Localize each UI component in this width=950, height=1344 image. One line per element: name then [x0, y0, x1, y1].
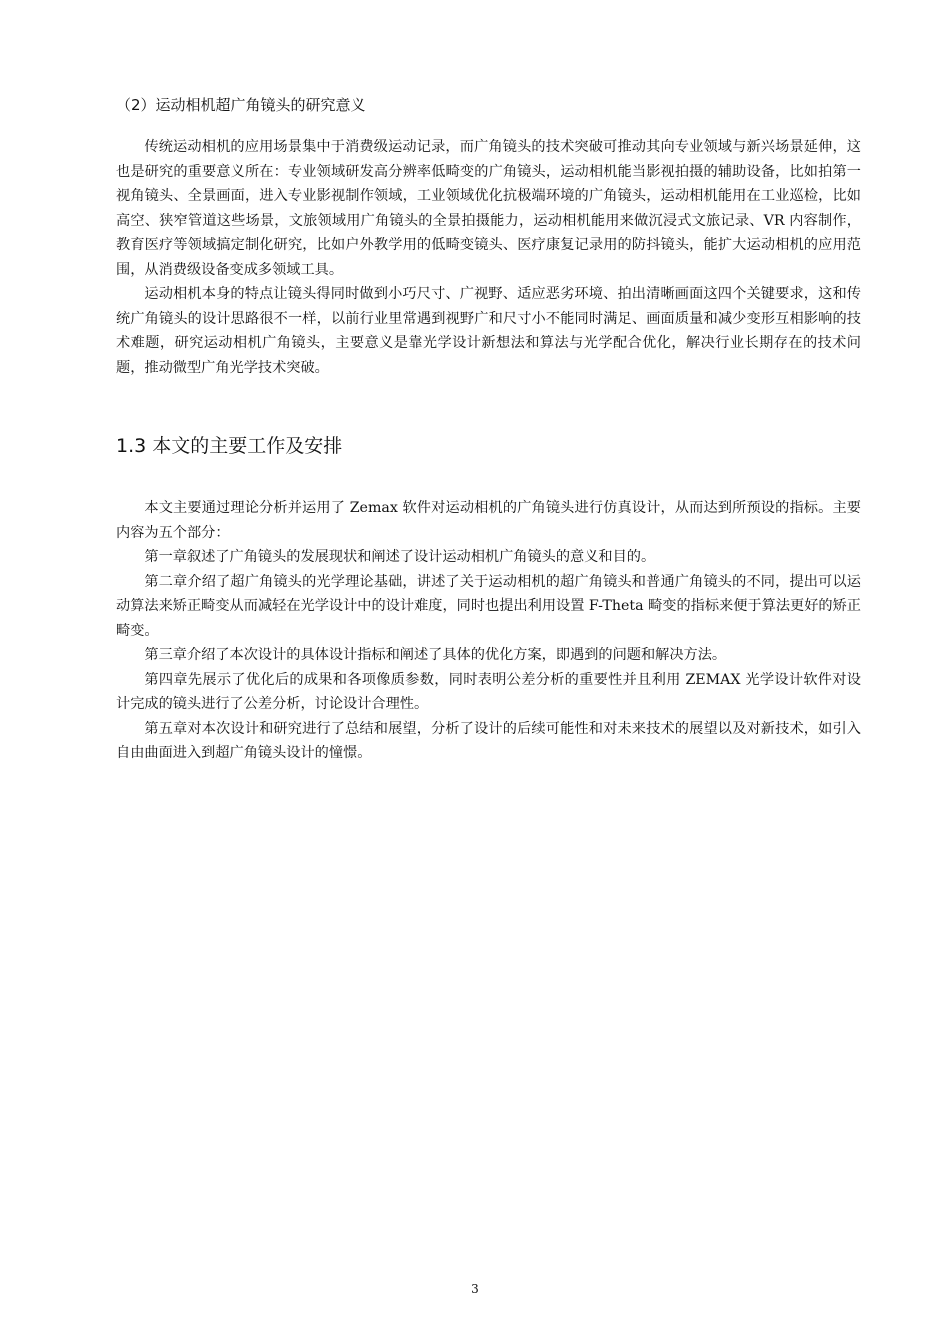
paragraph: 第五章对本次设计和研究进行了总结和展望，分析了设计的后续可能性和对未来技术的展望以及对新技术，如引入自由曲面进入到超广角镜头设计的憧憬。 — [116, 720, 861, 761]
paragraph: 第二章介绍了超广角镜头的光学理论基础，讲述了关于运动相机的超广角镜头和普通广角镜头的不同，提出可以运动算法来矫正畸变从而减轻在光学设计中的设计难度，同时也提出利用设置 F-Theta 畸变的指标来便于算法更好的矫正畸变。 — [116, 573, 861, 639]
paragraph: 第三章介绍了本次设计的具体设计指标和阐述了具体的优化方案，即遇到的问题和解决方法。 — [144, 647, 727, 663]
paragraph: 运动相机本身的特点让镜头得同时做到小巧尺寸、广视野、适应恶劣环境、拍出清晰画面这四个关键要求，这和传统广角镜头的设计思路很不一样，以前行业里常遇到视野广和尺寸小不能同时满足、画面质量和减少变形互相影响的技术难题，研究运动相机广角镜头，主要意义是靠光学设计新想法和算法与光学配合优化，解决行业长期存在的技术问题，推动微型广角光学技术突破。 — [116, 286, 861, 376]
page-number: 3 — [471, 1282, 479, 1296]
paragraph: 传统运动相机的应用场景集中于消费级运动记录，而广角镜头的技术突破可推动其向专业领域与新兴场景延伸，这也是研究的重要意义所在：专业领域研发高分辨率低畸变的广角镜头，运动相机能当影视拍摄的辅助设备，比如拍第一视角镜头、全景画面，进入专业影视制作领域，工业领域优化抗极端环境的广角镜头，运动相机能用在工业巡检，比如高空、狭窄管道这些场景，文旅领域用广角镜头的全景拍摄能力，运动相机能用来做沉浸式文旅记录、VR 内容制作，教育医疗等领域搞定制化研究，比如户外教学用的低畸变镜头、医疗康复记录用的防抖镜头，能扩大运动相机的应用范围，从消费级设备变成多领域工具。 — [116, 139, 861, 278]
subsection-body — [116, 135, 861, 380]
subsection-heading: （2）运动相机超广角镜头的研究意义 — [116, 96, 366, 114]
paragraph: 第四章先展示了优化后的成果和各项像质参数，同时表明公差分析的重要性并且利用 ZEMAX 光学设计软件对设计完成的镜头进行了公差分析，讨论设计合理性。 — [116, 671, 861, 712]
section-heading: 1.3 本文的主要工作及安排 — [116, 435, 343, 457]
section-body — [116, 496, 861, 766]
paragraph: 第一章叙述了广角镜头的发展现状和阐述了设计运动相机广角镜头的意义和目的。 — [144, 549, 656, 565]
paragraph: 本文主要通过理论分析并运用了 Zemax 软件对运动相机的广角镜头进行仿真设计，从而达到所预设的指标。主要内容为五个部分： — [116, 500, 861, 541]
